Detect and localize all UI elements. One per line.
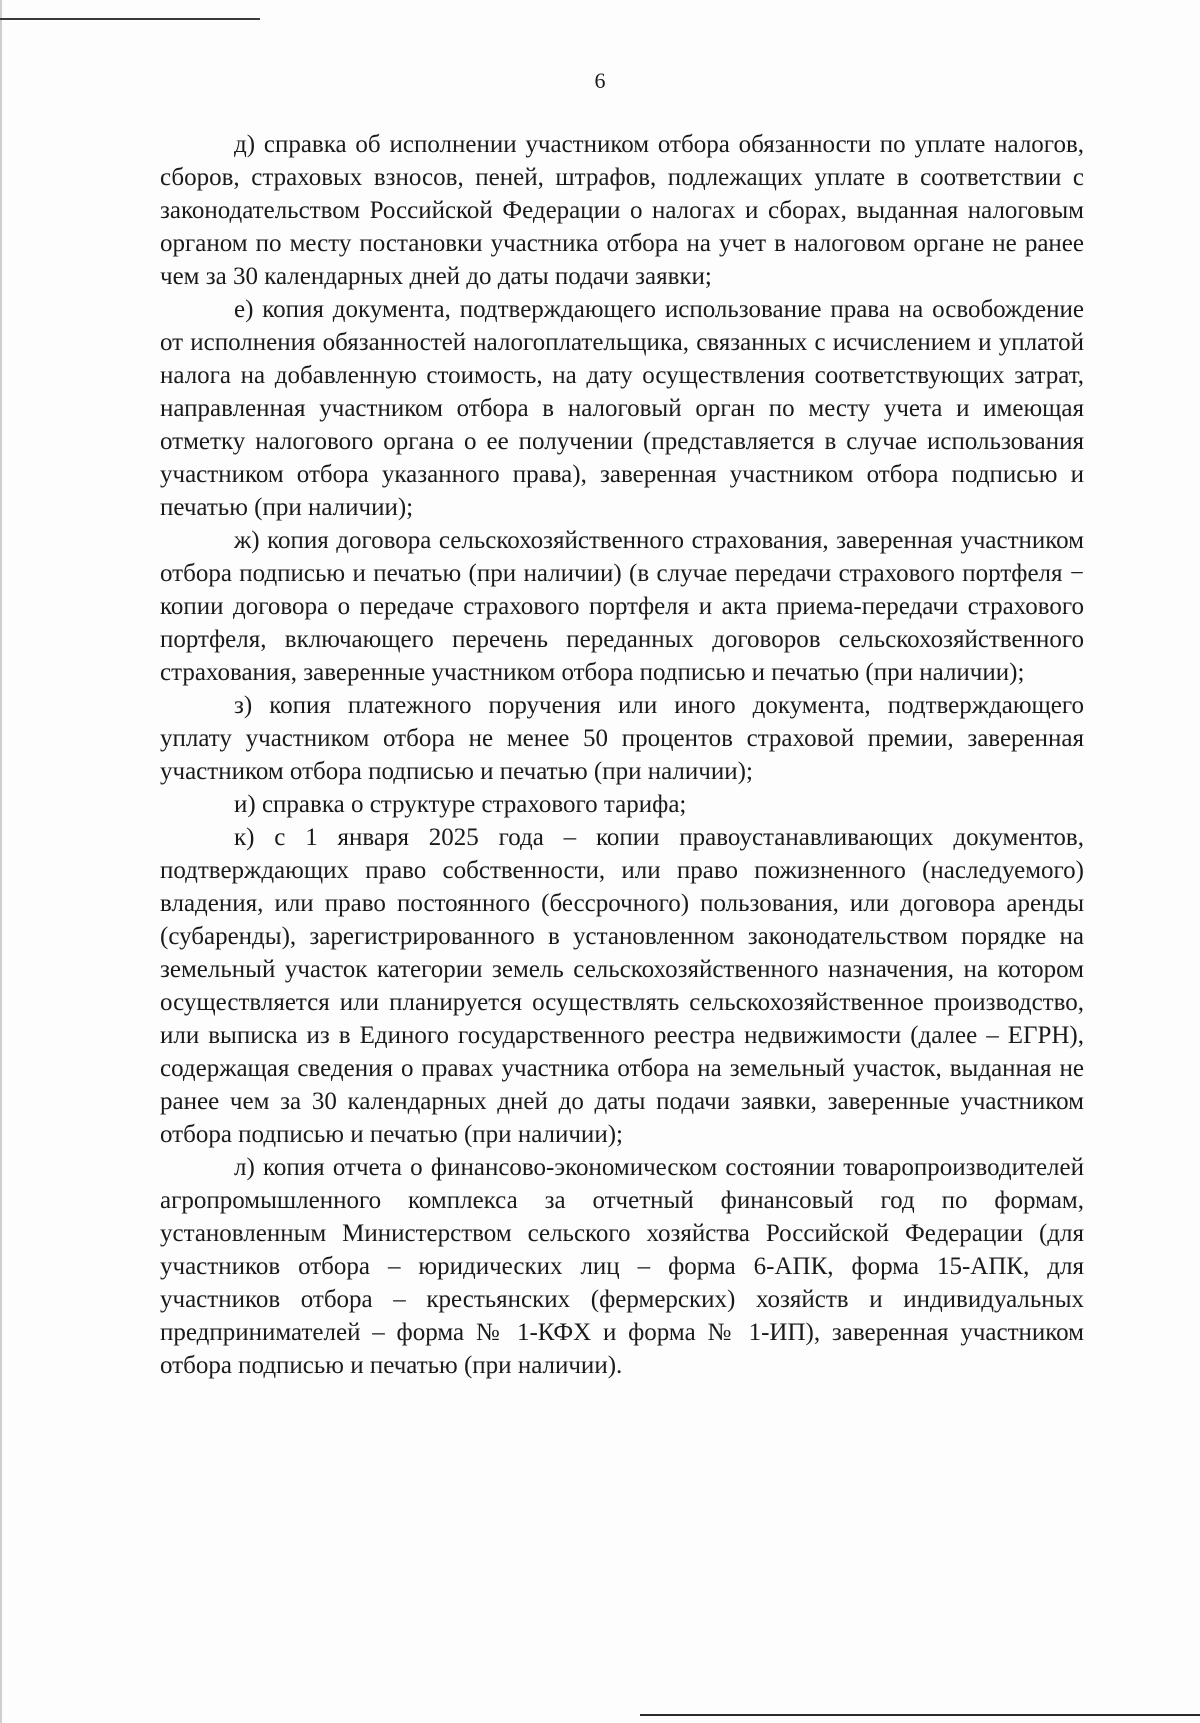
- paragraph-k: к) с 1 января 2025 года – копии правоустанавливающих документов, подтверждающих право собственности, или право пожизненного (наследуемого) владения, или право постоянного (бессрочного) пользования, или договора аренды (субаренды), зарегистрированного в установленном законодательством порядке на земельный участок категории земель сельскохозяйственного назначения, на котором осуществляется или планируется осуществлять сельскохозяйственное производство, или выписка из в Единого государственного реестра недвижимости (далее – ЕГРН), содержащая сведения о правах участника отбора на земельный участок, выданная не ранее чем за 30 календарных дней до даты подачи заявки, заверенные участником отбора подписью и печатью (при наличии);: [160, 824, 1084, 1148]
- paragraph-zh: ж) копия договора сельскохозяйственного страхования, заверенная участником отбора подписью и печатью (при наличии) (в случае передачи страхового портфеля − копии договора о передаче страхового портфеля и акта приема-передачи страхового портфеля, включающего перечень переданных договоров сельскохозяйственного страхования, заверенные участником отбора подписью и печатью (при наличии);: [160, 527, 1084, 686]
- scan-edge-top: [0, 18, 260, 20]
- paragraph-e: е) копия документа, подтверждающего использование права на освобождение от исполнения обязанностей налогоплательщика, связанных с исчислением и уплатой налога на добавленную стоимость, на дату осуществления соответствующих затрат, направленная участником отбора в налоговый орган по месту учета и имеющая отметку налогового органа о ее получении (представляется в случае использования участником отбора указанного права), заверенная участником отбора подписью и печатью (при наличии);: [160, 296, 1084, 521]
- document-body: [160, 128, 1084, 1382]
- scan-edge-bottom: [640, 1714, 1200, 1716]
- paragraph-d: д) справка об исполнении участником отбора обязанности по уплате налогов, сборов, страховых взносов, пеней, штрафов, подлежащих уплате в соответствии с законодательством Российской Федерации о налогах и сборах, выданная налоговым органом по месту постановки участника отбора на учет в налоговом органе не ранее чем за 30 календарных дней до даты подачи заявки;: [160, 131, 1084, 290]
- paragraph-l: л) копия отчета о финансово-экономическом состоянии товаропроизводителей агропромышленного комплекса за отчетный финансовый год по формам, установленным Министерством сельского хозяйства Российской Федерации (для участников отбора – юридических лиц – форма 6-АПК, форма 15-АПК, для участников отбора – крестьянских (фермерских) хозяйств и индивидуальных предпринимателей – форма № 1-КФХ и форма № 1-ИП), заверенная участником отбора подписью и печатью (при наличии).: [160, 1154, 1084, 1379]
- page-number: 6: [594, 68, 606, 93]
- paragraph-i: и) справка о структуре страхового тарифа;: [234, 791, 687, 818]
- scan-edge-left: [0, 0, 2, 1723]
- paragraph-z: з) копия платежного поручения или иного документа, подтверждающего уплату участником отбора не менее 50 процентов страховой премии, заверенная участником отбора подписью и печатью (при наличии);: [160, 692, 1084, 785]
